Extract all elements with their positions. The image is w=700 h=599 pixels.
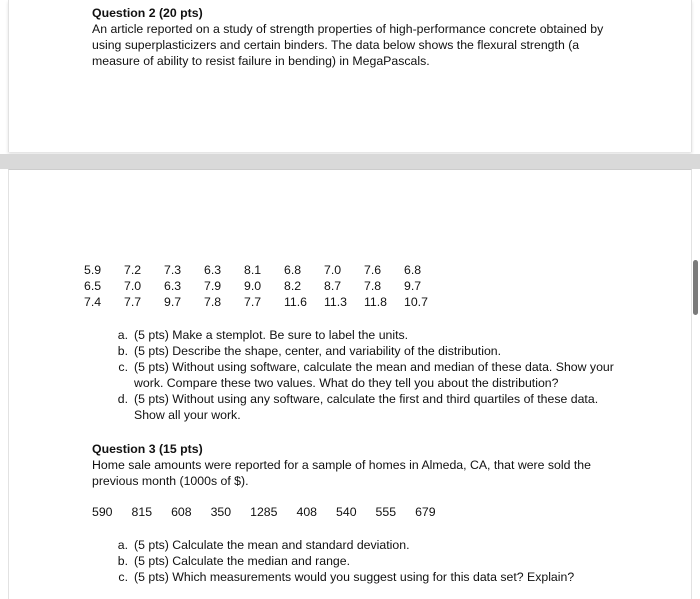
- q2-text-line-2: using superplasticizers and certain binders. The data below shows the flexural strength (a: [92, 38, 580, 52]
- value-cell: 608: [171, 505, 192, 519]
- q2-heading: Question 2 (20 pts): [92, 6, 203, 20]
- list-item-text: (5 pts) Describe the shape, center, and variability of the distribution.: [134, 344, 502, 358]
- list-marker: b.: [117, 554, 128, 568]
- data-row: [84, 262, 444, 278]
- list-item: [110, 327, 614, 343]
- data-cell: 5.9: [84, 263, 102, 277]
- data-row: [84, 294, 444, 310]
- data-cell: 7.2: [124, 263, 142, 277]
- list-item: [110, 537, 614, 553]
- data-cell: 6.3: [164, 279, 182, 293]
- q2-data-table: [84, 262, 444, 310]
- q3-heading: Question 3 (15 pts): [92, 442, 203, 456]
- data-cell: 10.7: [404, 295, 428, 309]
- q2-text-line-1: An article reported on a study of strength properties of high-performance concrete obtained by: [92, 22, 604, 36]
- data-cell: 11.8: [364, 295, 388, 309]
- data-cell: 7.8: [364, 279, 382, 293]
- list-item: [110, 569, 614, 585]
- list-item: [110, 359, 614, 391]
- data-cell: 7.7: [244, 295, 262, 309]
- value-cell: 679: [415, 505, 436, 519]
- value-cell: 350: [210, 505, 232, 519]
- data-row: [84, 278, 444, 294]
- data-cell: 6.8: [404, 263, 422, 277]
- list-item-text: (5 pts) Without using any software, calculate the first and third quartiles of these data. Show all your work.: [134, 392, 599, 422]
- data-cell: 7.4: [84, 295, 102, 309]
- data-cell: 7.7: [124, 295, 142, 309]
- list-item: [110, 343, 614, 359]
- data-cell: 9.0: [244, 279, 262, 293]
- list-marker: d.: [117, 392, 128, 406]
- data-cell: 9.7: [404, 279, 422, 293]
- list-item-text: (5 pts) Make a stemplot. Be sure to label the units.: [134, 328, 409, 342]
- q3-text-line-1: Home sale amounts were reported for a sample of homes in Almeda, CA, that were sold the: [92, 458, 591, 472]
- list-marker: a.: [117, 538, 128, 552]
- scrollbar-thumb[interactable]: [693, 260, 698, 315]
- data-cell: 6.5: [84, 279, 102, 293]
- data-cell: 8.7: [324, 279, 342, 293]
- data-cell: 9.7: [164, 295, 182, 309]
- list-marker: c.: [118, 360, 128, 374]
- data-cell: 8.1: [244, 263, 262, 277]
- list-item-text: (5 pts) Without using software, calculate the mean and median of these data. Show your work. Compare these two values. What do they tell you about the distribution?: [134, 360, 614, 390]
- data-cell: 6.8: [284, 263, 302, 277]
- list-marker: c.: [118, 570, 128, 584]
- list-item: [110, 553, 614, 569]
- data-cell: 7.8: [204, 295, 222, 309]
- value-cell: 590: [92, 505, 113, 519]
- page-gap: [0, 154, 700, 169]
- data-cell: 7.0: [324, 263, 342, 277]
- list-item-text: (5 pts) Calculate the mean and standard deviation.: [134, 538, 410, 552]
- data-cell: 6.3: [204, 263, 222, 277]
- list-marker: b.: [117, 344, 128, 358]
- value-cell: 540: [336, 505, 357, 519]
- value-cell: 408: [296, 505, 318, 519]
- data-cell: 7.6: [364, 263, 382, 277]
- q2-text-line-3: measure of ability to resist failure in bending) in MegaPascals.: [92, 54, 430, 68]
- data-cell: 11.6: [284, 295, 308, 309]
- data-cell: 7.3: [164, 263, 182, 277]
- list-marker: a.: [117, 328, 128, 342]
- q3-values-row: [92, 504, 455, 520]
- data-cell: 11.3: [324, 295, 348, 309]
- list-item-text: (5 pts) Calculate the median and range.: [134, 554, 351, 568]
- list-item: [110, 391, 614, 423]
- data-cell: 7.9: [204, 279, 222, 293]
- q3-text-line-2: previous month (1000s of $).: [92, 474, 249, 488]
- q3-parts-list: [110, 537, 614, 585]
- q2-parts-list: [110, 327, 614, 423]
- list-item-text: (5 pts) Which measurements would you suggest using for this data set? Explain?: [134, 570, 575, 584]
- value-cell: 815: [131, 505, 153, 519]
- value-cell: 1285: [250, 505, 278, 519]
- data-cell: 8.2: [284, 279, 302, 293]
- data-cell: 7.0: [124, 279, 142, 293]
- value-cell: 555: [375, 505, 397, 519]
